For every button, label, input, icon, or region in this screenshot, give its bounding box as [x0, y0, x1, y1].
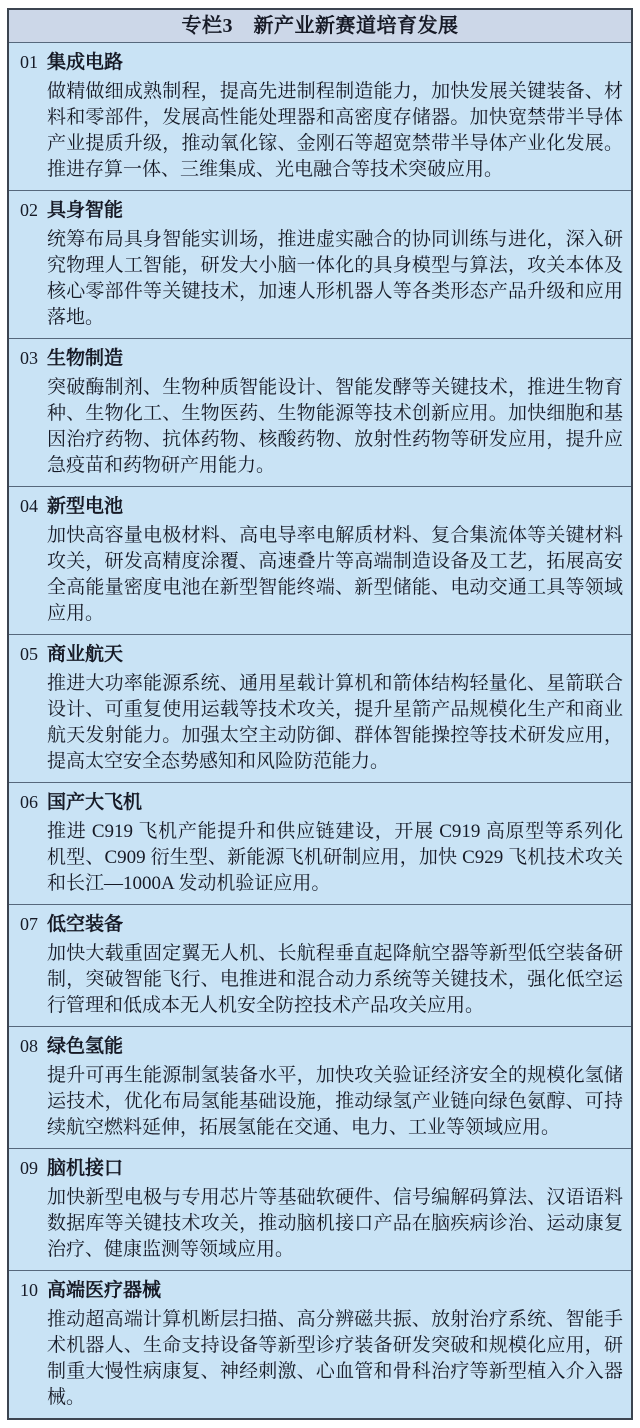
list-item — [9, 904, 631, 1026]
item-title: 高端医疗器械 — [47, 1280, 162, 1301]
item-description: 做精做细成熟制程，提高先进制程制造能力，加快发展关键装备、材料和零部件，发展高性能处理器和高密度存储器。加快宽禁带半导体产业提质升级，推动氧化镓、金刚石等超宽禁带半导体产业化发展。推进存算一体、三维集成、光电融合等技术突破应用。 — [47, 81, 623, 180]
item-description: 加快新型电极与专用芯片等基础软硬件、信号编解码算法、汉语语料数据库等关键技术攻关，推动脑机接口产品在脑疾病诊治、运动康复治疗、健康监测等领域应用。 — [47, 1187, 623, 1260]
item-title: 脑机接口 — [47, 1158, 124, 1179]
list-item — [9, 486, 631, 634]
item-number: 07 — [20, 914, 38, 934]
panel-title: 专栏3 新产业新赛道培育发展 — [9, 10, 631, 43]
item-title: 商业航天 — [47, 644, 124, 665]
item-description: 推动超高端计算机断层扫描、高分辨磁共振、放射治疗系统、智能手术机器人、生命支持设备等新型诊疗装备研发突破和规模化应用，研制重大慢性病康复、神经刺激、心血管和骨科治疗等新型植入介入器械。 — [47, 1309, 623, 1408]
item-title: 生物制造 — [47, 348, 124, 369]
item-heading-row — [9, 1155, 623, 1182]
item-heading-row — [9, 1277, 623, 1304]
item-number: 01 — [20, 52, 38, 72]
item-heading-row — [9, 197, 623, 224]
item-number: 08 — [20, 1036, 38, 1056]
item-title: 国产大飞机 — [47, 792, 143, 813]
item-heading-row — [9, 789, 623, 816]
item-number: 02 — [20, 200, 38, 220]
item-title: 低空装备 — [47, 914, 124, 935]
item-description: 统筹布局具身智能实训场，推进虚实融合的协同训练与进化，深入研究物理人工智能，研发大小脑一体化的具身模型与算法，攻关本体及核心零部件等关键技术，加速人形机器人等各类形态产品升级和应用落地。 — [47, 229, 623, 328]
list-item — [9, 634, 631, 782]
item-number: 05 — [20, 644, 38, 664]
item-description: 加快大载重固定翼无人机、长航程垂直起降航空器等新型低空装备研制，突破智能飞行、电推进和混合动力系统等关键技术，强化低空运行管理和低成本无人机安全防控技术产品攻关应用。 — [47, 943, 623, 1016]
list-item — [9, 338, 631, 486]
item-title: 集成电路 — [47, 52, 124, 73]
item-number: 04 — [20, 496, 38, 516]
policy-box-panel — [7, 8, 633, 1420]
item-description: 突破酶制剂、生物种质智能设计、智能发酵等关键技术，推进生物育种、生物化工、生物医药、生物能源等技术创新应用。加快细胞和基因治疗药物、抗体药物、核酸药物、放射性药物等研发应用，提升应急疫苗和药物研产用能力。 — [47, 377, 623, 476]
item-description: 推进 C919 飞机产能提升和供应链建设，开展 C919 高原型等系列化机型、C909 衍生型、新能源飞机研制应用，加快 C929 飞机技术攻关和长江—1000A 发动机验证应用。 — [47, 821, 623, 894]
item-title: 具身智能 — [47, 200, 124, 221]
item-heading-row — [9, 641, 623, 668]
item-number: 03 — [20, 348, 38, 368]
item-heading-row — [9, 49, 623, 76]
item-heading-row — [9, 493, 623, 520]
list-item — [9, 1026, 631, 1148]
list-item — [9, 43, 631, 190]
item-number: 09 — [20, 1158, 38, 1178]
list-item — [9, 1270, 631, 1418]
item-title: 新型电池 — [47, 496, 124, 517]
item-description: 推进大功率能源系统、通用星载计算机和箭体结构轻量化、星箭联合设计、可重复使用运载等技术攻关，提升星箭产品规模化生产和商业航天发射能力。加强太空主动防御、群体智能操控等技术研发应用，提高太空安全态势感知和风险防范能力。 — [47, 673, 623, 772]
item-heading-row — [9, 911, 623, 938]
item-title: 绿色氢能 — [47, 1036, 124, 1057]
item-number: 06 — [20, 792, 38, 812]
item-description: 提升可再生能源制氢装备水平，加快攻关验证经济安全的规模化氢储运技术，优化布局氢能基础设施，推动绿氢产业链向绿色氨醇、可持续航空燃料延伸，拓展氢能在交通、电力、工业等领域应用。 — [47, 1065, 623, 1138]
item-heading-row — [9, 1033, 623, 1060]
item-description: 加快高容量电极材料、高电导率电解质材料、复合集流体等关键材料攻关，研发高精度涂覆、高速叠片等高端制造设备及工艺，拓展高安全高能量密度电池在新型智能终端、新型储能、电动交通工具等领域应用。 — [47, 525, 623, 624]
item-heading-row — [9, 345, 623, 372]
list-item — [9, 1148, 631, 1270]
items-list — [9, 43, 631, 1418]
item-number: 10 — [20, 1280, 38, 1300]
list-item — [9, 190, 631, 338]
list-item — [9, 782, 631, 904]
